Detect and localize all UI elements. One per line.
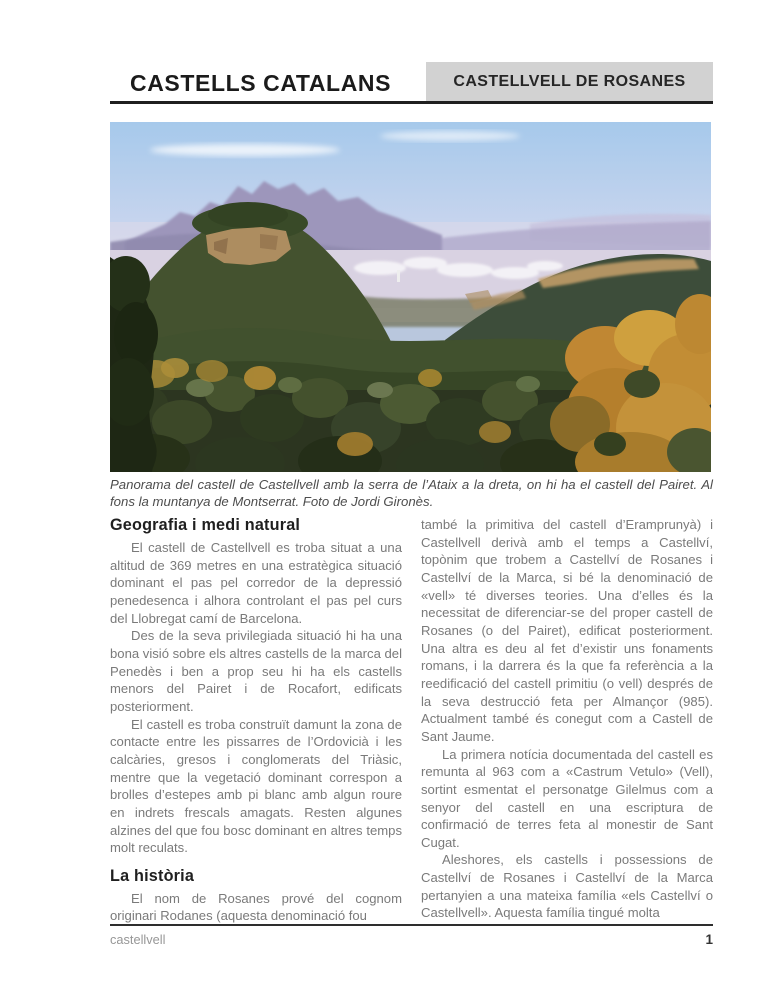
footer-label: castellvell	[110, 932, 166, 947]
article-body	[110, 516, 713, 925]
paragraph: El nom de Rosanes prové del cognom originari Rodanes (aquesta denominació fou	[110, 890, 402, 924]
paragraph: El castell de Castellvell es troba situat a una altitud de 369 metres en una estratègica situació dominant el pas pel corredor de la depressió penedesenca i alhora controlant el pas pel curs del Llobregat camí de Barcelona.	[110, 540, 402, 626]
page-title: CASTELLS CATALANS	[130, 70, 392, 96]
photo-caption: Panorama del castell de Castellvell amb la serra de l’Ataix a la dreta, on hi ha el castell del Pairet. Al fons la muntanya de Montserrat. Foto de Jordi Gironès.	[110, 477, 713, 509]
section-heading-geografia: Geografia i medi natural	[110, 516, 301, 534]
page-header	[110, 65, 713, 104]
right-column	[421, 516, 713, 925]
paragraph: La primera notícia documentada del castell es remunta al 963 com a «Castrum Vetulo» (Vell), sortint esmentat el personatge Gilelmus com a senyor del castell en una escriptura de confirmació de terres feta al monestir de Sant Cugat.	[421, 746, 713, 850]
panorama-photo	[110, 122, 711, 472]
left-column	[110, 516, 402, 925]
page-number: 1	[705, 932, 713, 947]
paragraph: també la primitiva del castell d’Eramprunyà) i Castellvell derivà amb el temps a Castellví, topònim que trobem a Castellví de Rosanes i Castellví de la Marca, si bé la denominació de «vell» té diverses teories. Una d’elles és la necessitat de diferenciar-se del proper castell de Rosanes (o del Pairet), edificat posteriorment. Una altra es deu al fet d’existir uns fonaments romans, i la darrera és la que fa referència a la reedificació del castell primitiu (o vell) després de la seva destrucció feta per Almançor (985). Actualment també és conegut com a Castell de Sant Jaume.	[421, 517, 713, 744]
paragraph: El castell es troba construït damunt la zona de contacte entre les pissarres de l’Ordovicià i les calcàries, gresos i conglomerats del Triàsic, mentre que la vegetació dominant correspon a brolles d’estepes amb pi blanc amb algun roure en indrets frescals amagats. Resten algunes alzines del que fou bosc dominant en altres temps molt reculats.	[110, 716, 402, 856]
landscape-photo-art	[110, 122, 711, 472]
paragraph: Aleshores, els castells i possessions de Castellví de Rosanes i Castellví de la Marca pertanyien a una mateixa família «els Castellví o Castellvell». Aquesta família tingué molta	[421, 852, 713, 921]
page-footer	[110, 924, 713, 947]
section-badge: CASTELLVELL DE ROSANES	[426, 62, 713, 101]
paragraph: Des de la seva privilegiada situació hi ha una bona visió sobre els altres castells de la marca del Penedès i ben a prop seu hi ha els castells menors del Pairet i de Rocafort, edificats posteriorment.	[110, 628, 402, 714]
section-heading-historia: La història	[110, 866, 195, 885]
